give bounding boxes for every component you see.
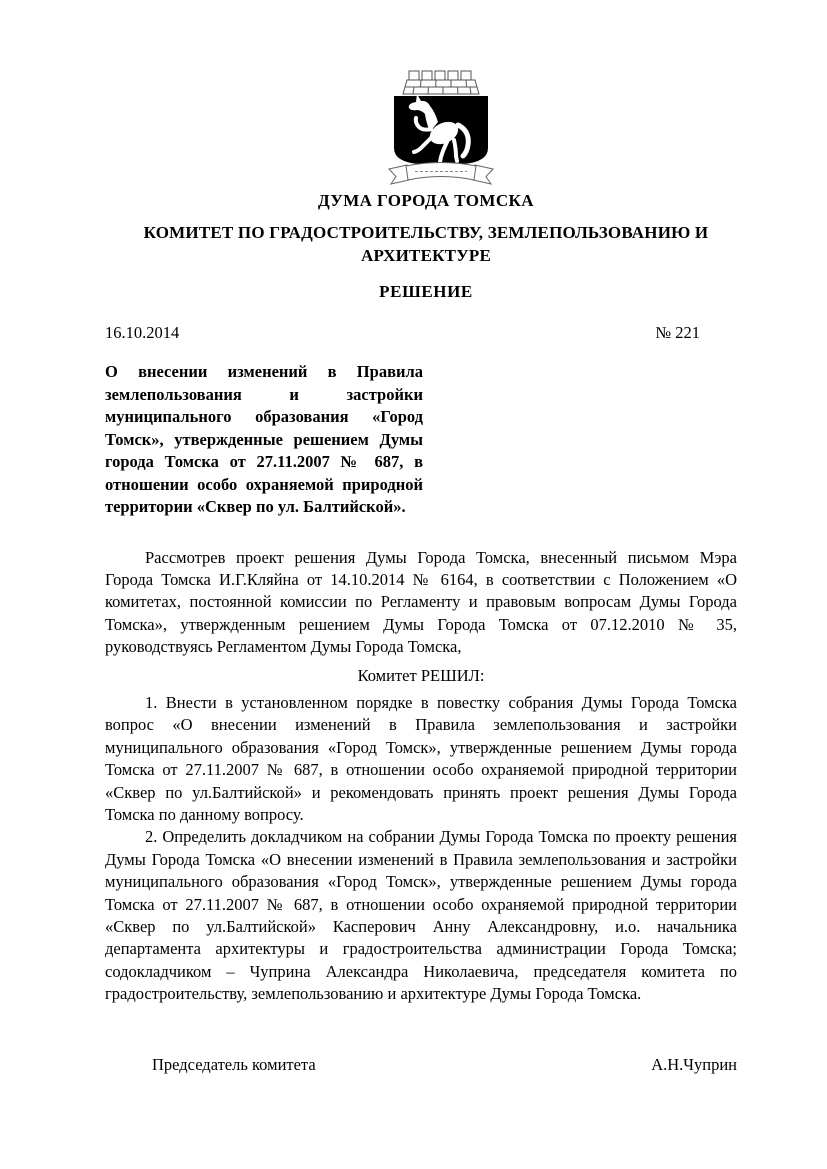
resolution-item-1: 1. Внести в установленном порядке в повестку собрания Думы Города Томска вопрос «О внесении изменений в Правила землепользования и застройки муниципального образования «Город Томск», утвержденные решением Думы города Томска от 27.11.2007 № 687, в отношении особо охраняемой природной территории «Сквер по ул.Балтийской» и рекомендовать принять проект решения Думы Города Томска по данному вопросу. [105, 692, 737, 824]
document-date: 16.10.2014 [105, 323, 180, 342]
signature-name: А.Н.Чуприн [651, 1054, 737, 1074]
document-subject: О внесении изменений в Правила землепользования и застройки муниципального образования «Город Томск», утвержденные решением Думы города Томска от 27.11.2007 № 687, в отношении особо охраняемой природной территории «Сквер по ул. Балтийской». [105, 362, 423, 516]
coat-of-arms-icon [381, 70, 501, 188]
organization-name: ДУМА ГОРОДА ТОМСКА [318, 191, 534, 210]
resolution-item-2: 2. Определить докладчиком на собрании Думы Города Томска по проекту решения Думы Города Томска «О внесении изменений в Правила землепользования и застройки муниципального образования «Город Томск», утвержденные решением Думы города Томска от 27.11.2007 № 687, в отношении особо охраняемой природной территории «Сквер по ул.Балтийской» Касперович Анну Александровну, и.о. начальника департамента архитектуры и градостроительства администрации Города Томска; содокладчиком – Чуприна Александра Николаевича, председателя комитета по градостроительству, землепользованию и архитектуре Думы Города Томска. [105, 827, 737, 1004]
preamble-paragraph: Рассмотрев проект решения Думы Города Томска, внесенный письмом Мэра Города Томска И.Г.Кляйна от 14.10.2014 № 6164, в соответствии с Положением «О комитетах, постоянной комиссии по Регламенту и правовым вопросам Думы Города Томска», утвержденным решением Думы Города Томска от 07.12.2010 № 35, руководствуясь Регламентом Думы Города Томска, [105, 547, 737, 657]
signature-title: Председатель комитета [152, 1054, 316, 1074]
tomsk-coat-of-arms [25, 70, 827, 188]
document-type-heading: РЕШЕНИЕ [379, 282, 473, 301]
ribbon-icon [389, 163, 493, 185]
letterhead [25, 0, 827, 302]
signature-row [105, 1054, 737, 1076]
document-body [0, 322, 827, 1076]
committee-name: КОМИТЕТ ПО ГРАДОСТРОИТЕЛЬСТВУ, ЗЕМЛЕПОЛЬЗОВАНИЮ И АРХИТЕКТУРЕ [143, 223, 709, 265]
meta-row [105, 322, 737, 343]
resolution-heading: Комитет РЕШИЛ: [357, 665, 485, 685]
mural-crown-icon [403, 71, 479, 94]
document-number: № 221 [655, 323, 700, 342]
